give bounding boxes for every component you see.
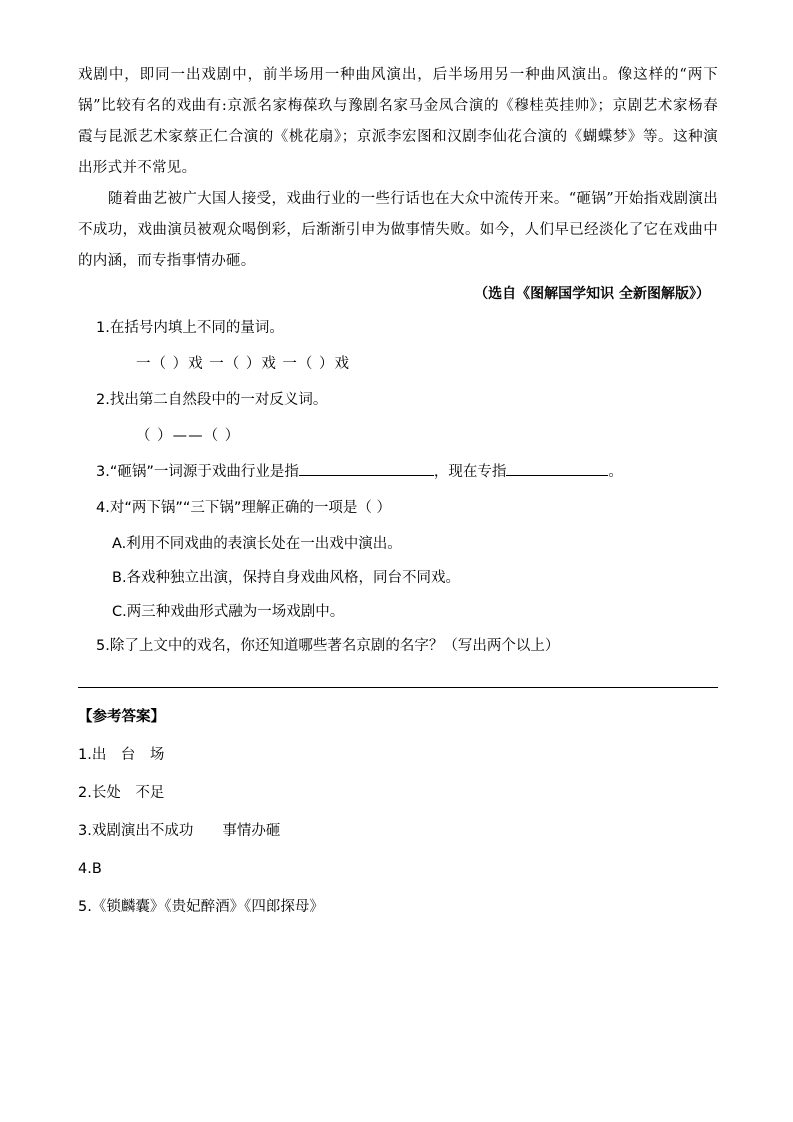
question-1-blanks[interactable]: 一（ ）戏 一（ ）戏 一（ ）戏 [136,356,351,372]
question-3-blank-1[interactable] [299,461,434,476]
answers-section [78,704,718,920]
question-4-option-c[interactable]: C.两三种戏曲形式融为一场戏剧中。 [112,604,345,620]
document-content [78,60,718,932]
question-1-text: 在括号内填上不同的量词。 [109,320,284,336]
question-3 [78,457,718,487]
question-4-option-b[interactable]: B.各戏种独立出演，保持自身戏曲风格，同台不同戏。 [112,570,461,586]
passage-paragraph-1: 戏剧中，即同一出戏剧中，前半场用一种曲风演出，后半场用另一种曲风演出。像这样的“两下锅”比较有名的戏曲有:京派名家梅葆玖与豫剧名家马金凤合演的《穆桂英挂帅》；京剧艺术家杨春霞与昆派艺术家蔡正仁合演的《桃花扇》；京派李宏图和汉剧李仙花合演的《蝴蝶梦》等。这种演出形式并不常见。 [78,67,718,176]
reading-passage [78,60,718,277]
question-2-text: 找出第二自然段中的一对反义词。 [109,392,328,408]
passage-paragraph-2: 随着曲艺被广大国人接受，戏曲行业的一些行话也在大众中流传开来。“砸锅”开始指戏剧演出不成功，戏曲演员被观众喝倒彩，后渐渐引申为做事情失败。如今，人们早已经淡化了它在戏曲中的内涵，而专指事情办砸。 [78,191,718,269]
answer-item-4: 4.B [78,861,102,877]
question-1 [78,313,718,343]
question-3-text-middle: ，现在专指 [433,464,507,480]
question-4 [78,493,718,523]
question-3-text-after: 。 [608,464,623,480]
question-1-number: 1. [96,320,110,336]
question-3-text-before: “砸锅”一词源于戏曲行业是指 [109,464,299,480]
question-5-number: 5. [96,638,110,654]
answers-title: 【参考答案】 [78,709,165,725]
question-5 [78,631,718,661]
questions-section [78,313,718,661]
answer-item-3: 3.戏剧演出不成功 事情办砸 [78,823,281,839]
question-4-text: 对“两下锅”“三下锅”理解正确的一项是（ ） [109,500,391,516]
question-3-blank-2[interactable] [506,461,608,476]
question-4-number: 4. [96,500,110,516]
passage-source: （选自《图解国学知识 全新图解版》） [474,286,710,302]
answer-item-1: 1.出 台 场 [78,747,165,763]
section-divider [78,687,718,688]
answer-item-5: 5.《锁麟囊》《贵妃醉酒》《四郎探母》 [78,899,324,915]
question-2-blanks[interactable]: （ ）——（ ） [136,428,241,444]
answer-item-2: 2.长处 不足 [78,785,165,801]
question-5-text: 除了上文中的戏名，你还知道哪些著名京剧的名字？（写出两个以上） [109,638,560,654]
question-4-option-a[interactable]: A.利用不同戏曲的表演长处在一出戏中演出。 [112,536,402,552]
question-3-number: 3. [96,464,110,480]
question-2-number: 2. [96,392,110,408]
question-2 [78,385,718,415]
